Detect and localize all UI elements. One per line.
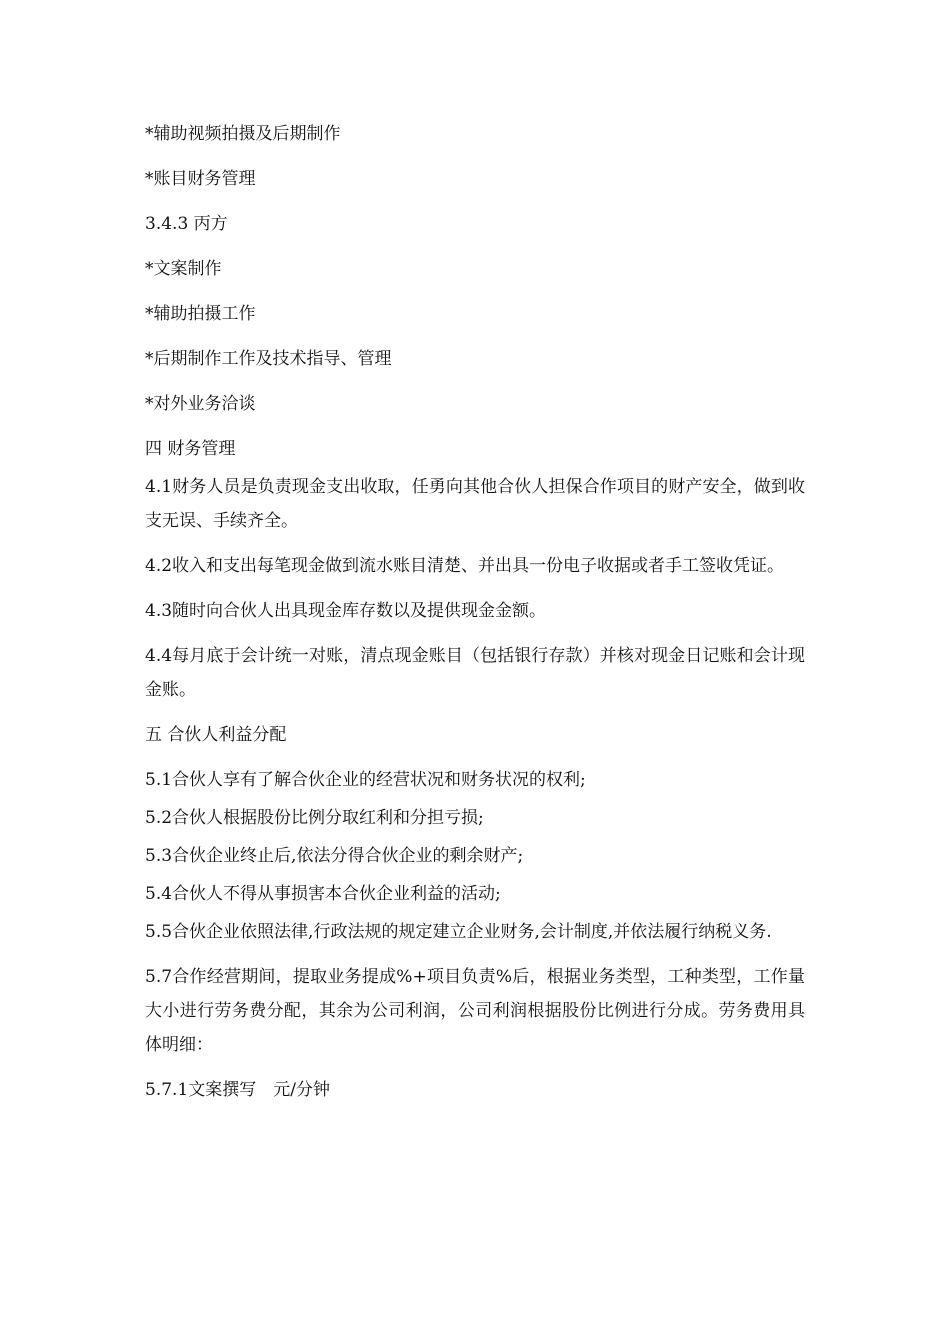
paragraph-bullet: *辅助视频拍摄及后期制作 — [145, 124, 341, 144]
section-heading: 五 合伙人利益分配 — [145, 725, 287, 745]
paragraph-clause: 4.2收入和支出每笔现金做到流水账目清楚、并出具一份电子收据或者手工签收凭证。 — [145, 556, 785, 576]
paragraph-clause: 5.1合伙人享有了解合伙企业的经营状况和财务状况的权利; — [145, 770, 586, 790]
paragraph-clause: 5.7.1文案撰写 元/分钟 — [145, 1080, 330, 1100]
paragraph-clause: 4.3随时向合伙人出具现金库存数以及提供现金金额。 — [145, 601, 547, 621]
paragraph-bullet: *辅助拍摄工作 — [145, 304, 256, 324]
paragraph-clause: 5.7合作经营期间，提取业务提成%+项目负责%后，根据业务类型，工种类型，工作量大小进行劳务费分配，其余为公司利润，公司利润根据股份比例进行分成。劳务费用具体明细： — [145, 967, 805, 1055]
paragraph-clause: 5.3合伙企业终止后,依法分得合伙企业的剩余财产; — [145, 846, 524, 866]
section-heading: 3.4.3 丙方 — [145, 214, 228, 234]
paragraph-clause: 5.5合伙企业依照法律,行政法规的规定建立企业财务,会计制度,并依法履行纳税义务. — [145, 922, 772, 942]
paragraph-clause: 5.2合伙人根据股份比例分取红利和分担亏损; — [145, 808, 484, 828]
paragraph-clause: 5.4合伙人不得从事损害本合伙企业利益的活动; — [145, 884, 501, 904]
paragraph-bullet: *账目财务管理 — [145, 169, 256, 189]
paragraph-clause: 4.4每月底于会计统一对账，清点现金账目（包括银行存款）并核对现金日记账和会计现金账。 — [145, 646, 805, 700]
section-heading: 四 财务管理 — [145, 439, 236, 459]
paragraph-bullet: *后期制作工作及技术指导、管理 — [145, 349, 392, 369]
paragraph-bullet: *文案制作 — [145, 259, 222, 279]
paragraph-bullet: *对外业务洽谈 — [145, 394, 256, 414]
paragraph-clause: 4.1财务人员是负责现金支出收取，任勇向其他合伙人担保合作项目的财产安全，做到收支无误、手续齐全。 — [145, 477, 805, 531]
document-body — [145, 117, 805, 1107]
